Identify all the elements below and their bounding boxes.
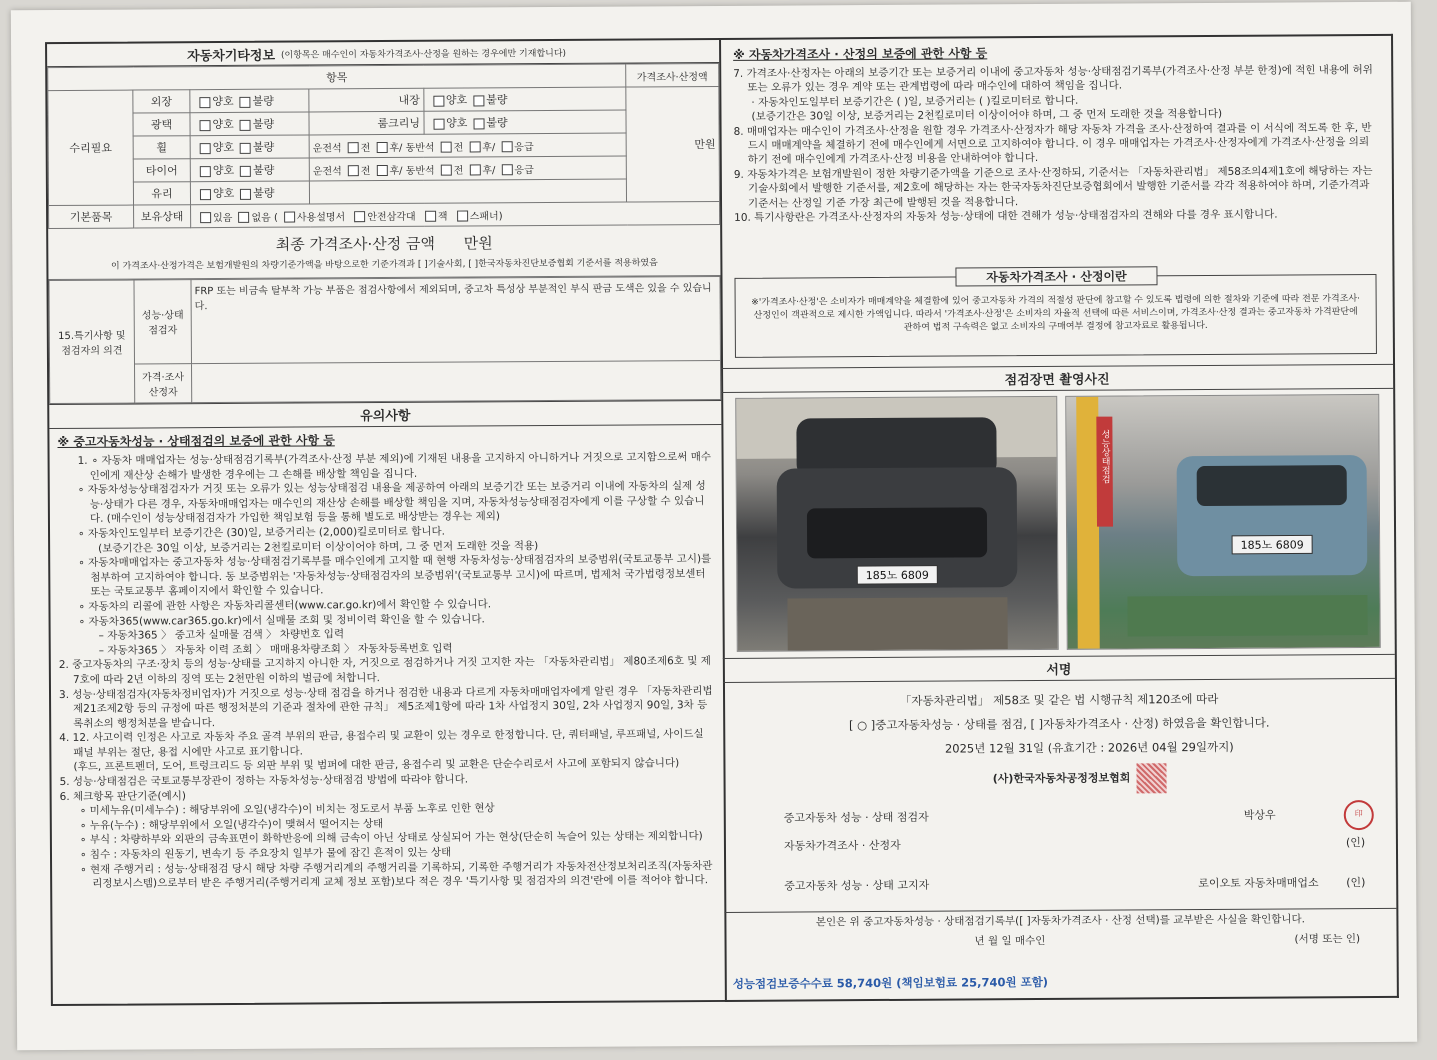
other-info-note: (이항목은 매수인이 자동차가격조사·산정을 원하는 경우에만 기재합니다) xyxy=(280,48,567,61)
para3: 3. 성능·상태점검자(자동차정비업자)가 거짓으로 성능·상태 점검을 하거나 점검한 내용과 다르게 자동차매매업자에게 알린 경우 「자동차관리법 제21조제2항 등의 규정에 따른 행정처분의 기준과 절차에 관한 규칙」 제5조제1항에 따라 1차 사업정지 30일, 2차 사업정지 90일, 3차 등록취소의 행정처분을 받습니다. xyxy=(58,684,713,730)
checkbox[interactable] xyxy=(473,118,484,129)
exterior-options: 양호 불량 xyxy=(190,89,309,113)
buyer-date: 년 월 일 매수인 xyxy=(974,934,1046,948)
para4b: (후드, 프론트펜더, 도어, 트렁크리드 등 외판 부위 및 범퍼에 대한 판금, 용접수리 및 교환은 단순수리로서 사고에 포함되지 않습니다) xyxy=(73,757,680,774)
checkbox[interactable] xyxy=(200,189,211,200)
inspector-stamp-icon: 印 xyxy=(1344,800,1374,830)
wheel-seats: 운전석 전 후/ 동반석 전 후/ 응급 xyxy=(309,133,626,158)
basic-items-options: 있음 없음 ( 사용설명서 안전삼각대 잭 스패너) xyxy=(191,201,720,227)
final-price-unit: 만원 xyxy=(463,234,493,253)
buyer-block xyxy=(724,908,1396,953)
appraiser-row xyxy=(784,834,1374,854)
notifier-label: 중고자동차 성능 · 상태 고지자 xyxy=(784,878,930,893)
checkbox[interactable] xyxy=(433,118,444,129)
room-cleaning-options: 양호 불량 xyxy=(423,110,626,134)
para1-c2: (보증기간은 30일 이상, 보증거리는 2천킬로미터 이상이어야 하며, 그 중 먼저 도래한 것을 적용) xyxy=(98,539,539,555)
perf-label: 성능·상태 점검자 xyxy=(134,280,192,364)
checkbox[interactable] xyxy=(240,96,251,107)
car-front-photo xyxy=(736,397,1058,651)
r10: 10. 특기사항란은 가격조사·산정자의 자동차 성능·상태에 대한 견해가 성능·상태점검자의 견해와 다를 경우 표시합니다. xyxy=(734,208,1278,224)
para1-f1: – 자동차365 〉 중고차 실매물 검색 〉 차량번호 입력 xyxy=(98,628,345,642)
r8: 8. 매매업자는 매수인이 가격조사·산정을 원할 경우 가격조사·산정자가 해당 자동차 가격을 조사·산정하여 결과를 이 서식에 적도록 한 후, 반드시 매매계약을 체결하기 전에 매수인에게 서면으로 고지하여야 합니다. 이 경우 매매업자는 가격조사·산정자에게 가격조사·산정을 의뢰하기 전에 매수인에게 가격조사·산정 비용을 안내하여야 합니다. xyxy=(733,121,1372,167)
right-column xyxy=(719,34,1399,1002)
fee-text: 성능점검보증수수료 58,740원 (책임보험료 25,740원 포함) xyxy=(732,974,1049,991)
para1-a: 1. ∘ 자동차 매매업자는 성능·상태점검기록부(가격조사·산정 부분 제외)에 기재된 내용을 고지하지 아니하거나 거짓으로 고지함으로써 매수인에게 재산상 손해가 발생한 경우에는 그 손해를 배상할 책임을 집니다. xyxy=(77,451,712,482)
repair-label: 수리필요 xyxy=(48,90,134,206)
org-name: (사)한국자동차공정정보협회 xyxy=(992,771,1131,786)
checkbox[interactable] xyxy=(199,97,210,108)
notes-title: 유의사항 xyxy=(49,400,721,429)
para2: 2. 중고자동차의 구조·장치 등의 성능·상태를 고지하지 아니한 자, 거짓으로 점검하거나 거짓 고지한 자는 「자동차관리법」 제80조제6호 및 제7호에 따라 2년 이하의 징역 또는 2천만원 이하의 벌금에 처합니다. xyxy=(58,655,711,686)
checkbox[interactable] xyxy=(200,166,211,177)
glass-options: 양호 불량 xyxy=(190,181,309,205)
final-price-label: 최종 가격조사·산정 금액 xyxy=(275,234,436,254)
wheel-options: 양호 불량 xyxy=(190,135,309,159)
org-line xyxy=(723,762,1395,796)
para1-e: ∘ 자동차의 리콜에 관한 사항은 자동차리콜센터(www.car.go.kr)에서 확인할 수 있습니다. xyxy=(78,598,492,613)
para6-b: ∘ 누유(누수) : 해당부위에서 오일(냉각수)이 맺혀서 떨어지는 상태 xyxy=(79,817,384,832)
checkbox[interactable] xyxy=(240,119,251,130)
other-info-title: 자동차기타정보 xyxy=(187,48,276,64)
row-wheel: 휠 xyxy=(133,136,190,159)
photo-title: 점검장면 촬영사진 xyxy=(721,364,1393,393)
checkbox[interactable] xyxy=(200,143,211,154)
row-gloss: 광택 xyxy=(133,113,190,136)
para6-e: ∘ 현재 주행거리 : 성능·상태점검 당시 해당 차량 주행거리계의 주행거리를 기록하되, 기록한 주행거리가 자동차전산정보처리조직(자동차관리정보시스템)으로부터 받은 주행거리(주행거리계 교체 정보 포함)보다 적은 경우 '특기사항 및 점검자의 의견'란에 이를 적어야 합니다. xyxy=(80,859,713,891)
plate-front: 185노 6809 xyxy=(865,568,929,583)
para5: 5. 성능·상태점검은 국토교통부장관이 정하는 자동차성능·상태점검 방법에 따라야 합니다. xyxy=(59,773,469,789)
buyer-confirm: 본인은 위 중고자동차성능 · 상태점검기록부([ ]자동차가격조사 · 산정 선택)를 교부받은 사실을 확인합니다. xyxy=(815,913,1306,929)
tire-seats: 운전석 전 후/ 동반석 전 후/ 응급 xyxy=(309,156,626,181)
final-price-line xyxy=(48,225,720,256)
appraiser-label: 자동차가격조사 · 산정자 xyxy=(783,838,901,853)
inspection-photo-front xyxy=(735,396,1059,652)
para6: 6. 체크항목 판단기준(예시) xyxy=(59,789,187,803)
car-rear-photo xyxy=(1066,395,1380,649)
r7c: (보증기간은 30일 이상, 보증거리는 2천킬로미터 이상이어야 하며, 그 중 먼저 도래한 것을 적용합니다) xyxy=(751,108,1223,123)
buyer-sign: (서명 또는 인) xyxy=(1294,933,1361,946)
price-notes xyxy=(719,63,1392,226)
para6-a: ∘ 미세누유(미세누수) : 해당부위에 오일(냉각수)이 비치는 정도로서 부품 노후로 인한 현상 xyxy=(79,802,495,818)
inspector-name: 박상우 xyxy=(1243,808,1276,822)
special-table xyxy=(48,276,721,404)
tire-options: 양호 불량 xyxy=(190,158,309,182)
sign-block xyxy=(723,686,1396,796)
price-heading: ※ 자동차가격조사 · 산정의 보증에 관한 사항 등 xyxy=(733,46,988,62)
checkbox[interactable] xyxy=(240,188,251,199)
price-label: 가격·조사 산정자 xyxy=(134,363,191,403)
notes-body xyxy=(50,450,725,892)
notifier-seal: (인) xyxy=(1346,876,1366,890)
para1-f2: – 자동차365 〉 자동차 이력 조회 〉 매매용차량조회 〉 자동차등록번호 입력 xyxy=(98,642,453,657)
special-label: 15.특기사항 및 점검자의 의견 xyxy=(49,280,135,404)
header-item: 항목 xyxy=(48,64,626,91)
buyer-sign-row xyxy=(724,929,1396,953)
checkbox[interactable] xyxy=(433,95,444,106)
what-is-box xyxy=(734,269,1376,358)
repair-table xyxy=(47,63,720,229)
gloss-options: 양호 불량 xyxy=(190,112,309,136)
row-exterior: 외장 xyxy=(133,90,190,113)
para1-d: ∘ 자동차매매업자는 중고자동차 성능·상태점검기록부를 매수인에게 고지할 때 현행 자동차성능·상태점검자의 보증범위(국토교통부 고시)를 첨부하여 고지하여야 합니다. 동 보증범위는 '자동차성능·상태점검자의 보증범위'(국토교통부 고시)에 따르며, 법제처 국가법령정보센터 또는 국토교통부 홈페이지에서 확인할 수 있습니다. xyxy=(78,553,712,599)
final-price-block xyxy=(48,225,720,280)
sign-date: 2025년 12월 31일 (유효기간 : 2026년 04월 29일까지) xyxy=(944,739,1234,756)
sign-law: 「자동차관리법」 제58조 및 같은 법 시행규칙 제120조에 따라 xyxy=(899,691,1219,708)
para1-c: ∘ 자동차인도일부터 보증기간은 (30)일, 보증거리는 (2,000)킬로미터로 합니다. xyxy=(77,525,446,540)
notifier-name: 로이오토 자동차매매업소 xyxy=(1198,876,1319,891)
checkbox[interactable] xyxy=(473,95,484,106)
interior-options: 양호 불량 xyxy=(423,87,626,111)
sign-confirm: [ ○ ]중고자동차성능 · 상태를 점검, [ ]자동차가격조사 · 산정) 하였음을 확인합니다. xyxy=(848,715,1270,733)
basis-note: 이 가격조사·산정가격은 보험개발원의 차량기준가액을 바탕으로한 기준가격과 [ ]기술사회, [ ]한국자동차진단보증협회 기준서를 적용하였음 xyxy=(110,258,658,272)
r7b: · 자동차인도일부터 보증기간은 ( )일, 보증거리는 ( )킬로미터로 합니다. xyxy=(751,94,1079,109)
checkbox[interactable] xyxy=(240,165,251,176)
para1-f: ∘ 자동차365(www.car365.go.kr)에서 실매물 조회 및 정비이력 확인을 할 수 있습니다. xyxy=(78,612,485,628)
r9: 9. 자동차가격은 보험개발원이 정한 차량기준가액을 기준으로 조사·산정하되, 기준서는 「자동차관리법」 제58조의4제1호에 해당하는 자는 기술사회에서 발행한 기준서를, 제2호에 해당하는 자는 한국자동차진단보증협회에서 발행한 기준서를 각각 적용하여야 하며, 기준가격과 기준서는 산정일 기준 가장 최근에 발행된 것을 적용합니다. xyxy=(733,164,1373,210)
warranty-heading: ※ 중고자동차성능 · 상태점검의 보증에 관한 사항 등 xyxy=(57,433,335,450)
appraiser-seal: (인) xyxy=(1345,836,1366,850)
checkbox[interactable] xyxy=(240,142,251,153)
para1-b: ∘ 자동차성능상태점검자가 거짓 또는 오류가 있는 성능상태점검 내용을 제공하여 아래의 보증기간 또는 보증거리 이내에 자동차의 실제 성능·상태가 다른 경우, 자동차매매업자는 매수인의 재산상 손해를 배상할 책임을 지며, 자동차성능상태점검자에게 이를 구상할 수 있습니다. (매수인이 성능상태점검자가 가입한 책임보험 등을 통해 별도로 배상받는 경우는 제외) xyxy=(77,480,706,526)
inspection-photo-rear xyxy=(1065,394,1381,650)
document-sheet xyxy=(11,2,1417,1051)
left-column xyxy=(45,38,727,1006)
para6-c: ∘ 부식 : 차량하부와 외판의 금속표면이 화학반응에 의해 금속이 아닌 상태로 상실되어 가는 현상(단순히 녹슬어 있는 상태는 제외합니다) xyxy=(79,830,703,847)
basic-items-label: 기본품목 xyxy=(49,205,134,229)
header-price: 가격조사·산정액 xyxy=(626,63,719,87)
plate-rear: 185노 6809 xyxy=(1240,538,1304,552)
checkbox[interactable] xyxy=(200,120,211,131)
perf-text: FRP 또는 비금속 탈부착 가능 부품은 점검사항에서 제외되며, 중고차 특성상 부분적인 부식 판금 도색은 있을 수 있습니다. xyxy=(191,276,721,363)
row-room-cleaning: 룸크리닝 xyxy=(309,111,424,135)
notifier-row xyxy=(784,874,1374,894)
row-tire: 타이어 xyxy=(133,159,190,182)
row-interior: 내장 xyxy=(309,88,424,112)
inspector-row xyxy=(784,806,1374,826)
org-seal-icon xyxy=(1136,763,1166,793)
what-is-title: 자동차가격조사 · 산정이란 xyxy=(955,266,1157,286)
price-unit: 만원 xyxy=(626,86,720,202)
what-is-text: ※'가격조사·산정'은 소비자가 매매계약을 체결함에 있어 중고자동차 가격의 적절성 판단에 참고할 수 있도록 법령에 의한 절차와 기준에 따라 전문 가격조사·산정인이 객관적으로 제시한 가액입니다. 따라서 '가격조사·산정'은 소비자의 자율적 선택에 따른 서비스이며, 가격조사·산정 결과는 중고자동차 가격판단에 관하여 법적 구속력은 없고 소비자의 구매여부 결정에 참고자료로 활용됩니다. xyxy=(751,294,1361,333)
para6-d: ∘ 침수 : 자동차의 원동기, 변속기 등 주요장치 일부가 물에 잠긴 흔적이 있는 상태 xyxy=(79,846,452,861)
possession-label: 보유상태 xyxy=(134,205,191,228)
r7: 7. 가격조사·산정자는 아래의 보증기간 또는 보증거리 이내에 중고자동차 성능·상태점검기록부(가격조사·산정 부분 한정)에 적힌 내용에 허위 또는 오류가 있는 경우 계약 또는 관계법령에 따라 매수인에 대하여 책임을 집니다. xyxy=(733,63,1373,95)
para4: 4. 12. 사고이력 인정은 사고로 자동차 주요 골격 부위의 판금, 용접수리 및 교환이 있는 경우로 한정합니다. 단, 쿼터패널, 루프패널, 사이드실패널 부위는 절단, 용접 시에만 사고로 표기합니다. xyxy=(59,728,704,759)
inspection-sign: 성능상태점검 xyxy=(1099,429,1110,484)
sign-title: 서명 xyxy=(723,654,1395,683)
row-glass: 유리 xyxy=(133,182,190,205)
inspector-label: 중고자동차 성능 · 상태 점검자 xyxy=(783,810,929,825)
